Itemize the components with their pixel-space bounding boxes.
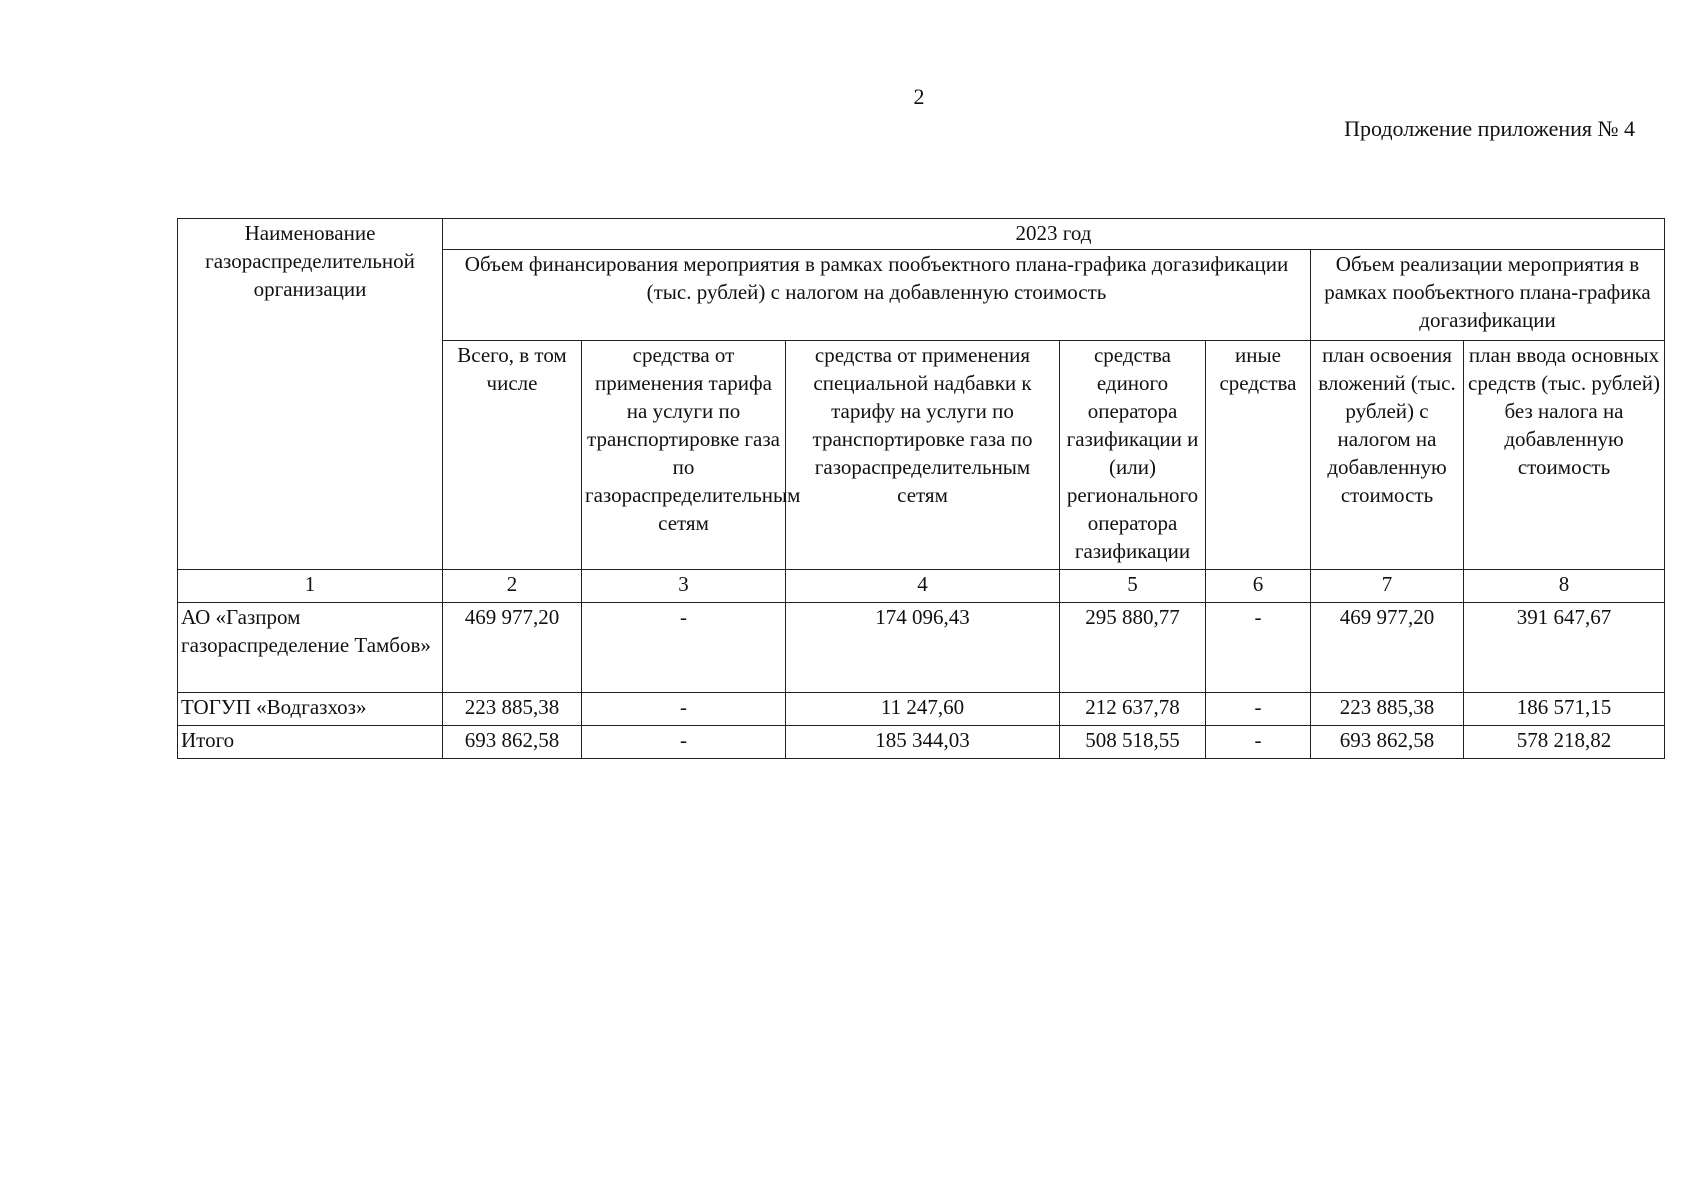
financing-table	[177, 218, 1665, 759]
value-cell: 693 862,58	[443, 726, 582, 759]
year-header: 2023 год	[443, 219, 1665, 250]
financing-group-header: Объем финансирования мероприятия в рамках пообъектного плана-графика догазификации (тыс. рублей) с налогом на добавленную стоимость	[443, 250, 1311, 341]
column-number: 1	[178, 570, 443, 603]
column-header: иные средства	[1206, 341, 1311, 570]
value-cell: 508 518,55	[1060, 726, 1206, 759]
column-header: средства единого оператора газификации и (или) регионального оператора газификации	[1060, 341, 1206, 570]
value-cell: 212 637,78	[1060, 693, 1206, 726]
appendix-continuation-label: Продолжение приложения № 4	[1344, 116, 1635, 141]
value-cell: -	[582, 726, 786, 759]
value-cell: 186 571,15	[1464, 693, 1665, 726]
value-cell: 469 977,20	[443, 603, 582, 693]
implementation-group-header: Объем реализации мероприятия в рамках пообъектного плана-графика догазификации	[1311, 250, 1665, 341]
value-cell: -	[1206, 693, 1311, 726]
value-cell: 11 247,60	[786, 693, 1060, 726]
column-number-row	[178, 570, 1665, 603]
value-cell: -	[582, 603, 786, 693]
value-cell: 578 218,82	[1464, 726, 1665, 759]
column-header: Всего, в том числе	[443, 341, 582, 570]
value-cell: 223 885,38	[1311, 693, 1464, 726]
column-number: 4	[786, 570, 1060, 603]
column-number: 5	[1060, 570, 1206, 603]
column-number: 8	[1464, 570, 1665, 603]
value-cell: 693 862,58	[1311, 726, 1464, 759]
column-number: 3	[582, 570, 786, 603]
value-cell: 185 344,03	[786, 726, 1060, 759]
total-row	[178, 726, 1665, 759]
column-header: план освоения вложений (тыс. рублей) с налогом на добавленную стоимость	[1311, 341, 1464, 570]
column-header: средства от применения специальной надбавки к тарифу на услуги по транспортировке газа по газораспределительным сетям	[786, 341, 1060, 570]
org-name-cell: АО «Газпром газораспределение Тамбов»	[178, 603, 443, 693]
value-cell: -	[1206, 726, 1311, 759]
value-cell: -	[582, 693, 786, 726]
value-cell: -	[1206, 603, 1311, 693]
table-row	[178, 693, 1665, 726]
column-header: средства от применения тарифа на услуги по транспортировке газа по газораспределительным сетям	[582, 341, 786, 570]
value-cell: 391 647,67	[1464, 603, 1665, 693]
value-cell: 174 096,43	[786, 603, 1060, 693]
table-row	[178, 603, 1665, 693]
column-number: 7	[1311, 570, 1464, 603]
org-name-header: Наименование газораспределительной организации	[178, 219, 443, 570]
column-number: 2	[443, 570, 582, 603]
org-name-cell: ТОГУП «Водгазхоз»	[178, 693, 443, 726]
total-label-cell: Итого	[178, 726, 443, 759]
page-number: 2	[913, 84, 925, 109]
column-number: 6	[1206, 570, 1311, 603]
column-header: план ввода основных средств (тыс. рублей) без налога на добавленную стоимость	[1464, 341, 1665, 570]
value-cell: 223 885,38	[443, 693, 582, 726]
value-cell: 469 977,20	[1311, 603, 1464, 693]
value-cell: 295 880,77	[1060, 603, 1206, 693]
